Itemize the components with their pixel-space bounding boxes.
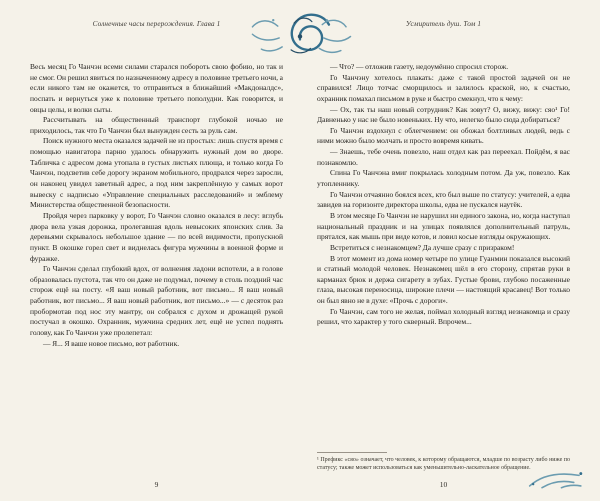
paragraph: Го Чанчэн сделал глубокий вдох, от волнения ладони вспотели, а в голове образовалась пустота, так что он даже не подумал, почему в столь поздний час сторож ещё на посту. «Я ваш новый работник, вот письмо... Я ваш новый работник, вот письмо... Я ваш новый работник, вот письмо...» — с десяток раз пробормотав под нос эту мантру, он собрался с духом и дрожащей рукой постучал в окошко. Охранник, мужчина средних лет, ещё не успел поднять голову, как Го Чанчэн уже пролепетал: — [30, 264, 283, 338]
paragraph: Го Чанчэн вздохнул с облегчением: он обожал болтливых людей, ведь с ними можно было молчать и просто вовремя кивать. — [317, 125, 570, 146]
left-page-number: 9 — [154, 480, 159, 489]
right-page — [317, 14, 570, 493]
paragraph: Го Чанчэн, сам того не желая, поймал холодный взгляд незнакомца и сразу решил, что характер у того скверный. Впрочем... — [317, 306, 570, 327]
right-page-number: 10 — [439, 480, 448, 489]
paragraph: — Я... Я ваше новое письмо, вот работник. — [43, 338, 180, 348]
paragraph: Поиск нужного места оказался задачей не из простых: лишь спустя время с помощью навигатора парню удалось обнаружить нужный дом во дворе. Табличка с адресом дома утопала в густых листьях плюща, и только когда Го Чанчэн, подсветив себе дорогу экраном мобильного, продрался через заросли, он наконец увидел заветный адрес, а под ним закреплённую у самых ворот вывеску с надписью «Управление специальных расследований» и эмблему Министерства общественной безопасности. — [30, 136, 283, 210]
paragraph: В этот момент из дома номер четыре по улице Гуанмин показался высокий и статный молодой человек. Незнакомец шёл в его сторону, спрятав руки в карманах брюк и держа сигарету в зубах. Густые брови, глубоко посаженные глаза, высокая переносица, широкие плечи — настоящий красавец! Вот только он был явно не в духе: «Прочь с дороги». — [317, 253, 570, 306]
paragraph: Го Чанчэн отчаянно боялся всех, кто был выше по статусу: учителей, а едва завидев на горизонте директора школы, едва не пускался наутёк. — [317, 189, 570, 210]
dragon-flourish-ornament-icon — [248, 4, 352, 66]
right-page-body — [317, 62, 570, 328]
paragraph: — Что? — отложив газету, недоумённо спросил сторож. — [330, 62, 509, 71]
corner-flourish-icon — [526, 463, 588, 493]
footnote-text: ¹ Префикс «сяо» означает, что человек, к которому обращаются, младше по возрасту либо ниже по статусу; также может использоваться как уменьшительно-ласкательное обращение. — [317, 456, 570, 471]
paragraph: — Знаешь, тебе очень повезло, наш отдел как раз переехал. Пойдём, я вас познакомлю. — [317, 147, 570, 167]
paragraph: Встретиться с незнакомцем? Да лучше сразу с призраком! — [330, 242, 515, 252]
left-running-header: Солнечные часы перерождения. Глава 1 — [92, 20, 221, 28]
left-page — [30, 14, 283, 493]
footnote-divider — [317, 452, 387, 453]
paragraph: В этом месяце Го Чанчэн не нарушил ни единого закона, но, когда наступал национальный праздник и на улицах появлялся дополнительный патруль, прятался, как мышь при виде котов, и ловил косые взгляды окружающих. — [317, 210, 570, 242]
paragraph: Го Чанчэну хотелось плакать: даже с такой простой задачей он не справился! Лицо тотчас сморщилось и залилось краской, но, к счастью, охранник помахал письмом в руке и быстро смекнул, что к чему: — [317, 72, 570, 103]
right-running-header: Усмиритель душ. Том 1 — [405, 20, 482, 28]
paragraph: — Ох, так ты наш новый сотрудник? Как зовут? О, вижу, вижу: сяо¹ Го! Давненько у нас не было новеньких. Ну что, нелегко было сюда добираться? — [317, 104, 570, 125]
left-page-body — [30, 62, 283, 349]
paragraph: Рассчитывать на общественный транспорт глубокой ночью не приходилось, так что Го Чанчэн был вынужден сесть за руль сам. — [30, 115, 283, 135]
paragraph: Спина Го Чанчэна вмиг покрылась холодным потом. Да уж, повезло. Как утопленнику. — [317, 168, 570, 189]
paragraph: Пройдя через парковку у ворот, Го Чанчэн словно оказался в лесу: вглубь двора вела узкая дорожка, пролегавшая вдоль невысоких японских слив. За деревьями скрывалось небольшое здание — по всей видимости, пропускной пункт. В окошке горел свет и виднелась фигура мужчины в военной форме и фуражке. — [30, 210, 283, 263]
paragraph: Весь месяц Го Чанчэн всеми силами старался побороть свою фобию, но так и не смог. Он решил явиться по назначенному адресу в половине третьего ночи, а если никого там не окажется, то отправиться в ближайший «Макдоналдс», поспать и вернуться уже к половине третьего пополудни. Как говорится, и овцы целы, и волки сыты. — [30, 62, 283, 114]
